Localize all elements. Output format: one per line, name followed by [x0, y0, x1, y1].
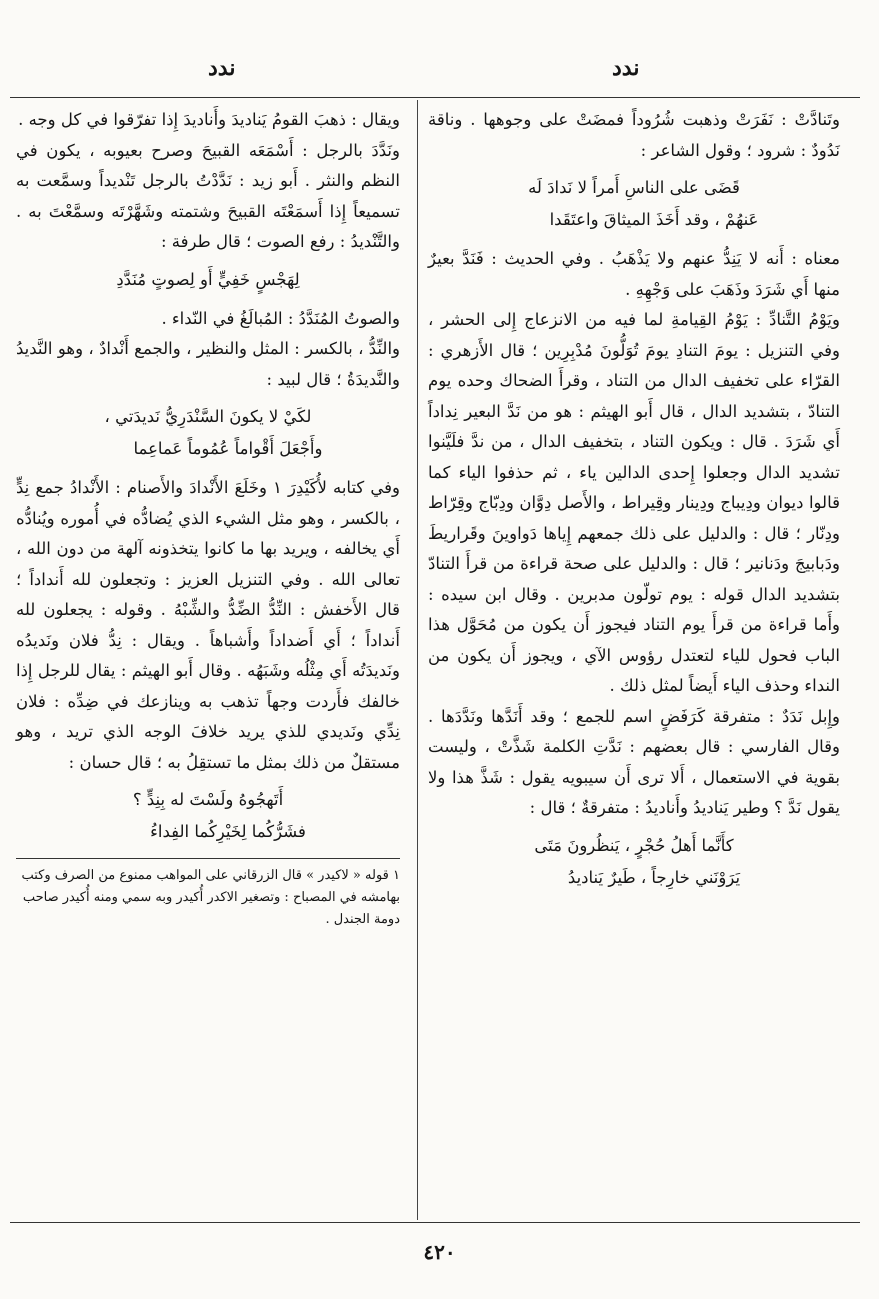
- paragraph: ويقال : ذهبَ القومُ يَناديدَ وأَناديدَ إِذا تفرّقوا في كل وجه .: [18, 110, 400, 129]
- paragraph: وإِبل نَدَدٌ : متفرقة كَرَفَضٍ اسم للجمع ؛ وقد أَنَدَّها ونَدَّدَها . وقال الفارسي : قال بعضهم : نَدَّتِ الكلمة شَذَّتْ ، وليست بقوية في الاستعمال ، أَلا ترى أَن سيبويه يقول : شَذَّ هذا ولا يقول نَدَّ ؟ وطير يَناديدُ وأَناديدُ : متفرقةٌ ؛ قال :: [428, 706, 840, 817]
- verse: [16, 264, 400, 296]
- verse-line: قَضَى على الناسِ أَمراً لا نَدادَ لَه: [528, 178, 740, 197]
- right-column: [428, 105, 840, 902]
- verse-line: فشَرُّكُما لِخَيْرِكُما الفِداءُ: [150, 822, 306, 841]
- paragraph: والنِّدُّ ، بالكسر : المثل والنظير ، والجمع أَنْدادٌ ، وهو النَّديدُ والنَّديدَةُ ؛ قال لبيد :: [16, 339, 400, 389]
- paragraph: ونَدَّدَ بالرجل : أَسْمَعَه القبيحَ وصرح بعيوبه ، يكون في النظم والنثر . أَبو زيد : نَدَّدْتُ بالرجل تَنْديداً وسمَّعت به تسميعاً إِذا أَسمَعْتَه القبيحَ وشتمته وشَهَّرْتَه وسمَّعْتَ به . والتَّنْديدُ : رفع الصوت ؛ قال طرفة :: [16, 140, 400, 251]
- paragraph: وفي كتابه لأُكَيْدِرَ ١ وخَلَعَ الأَنْدادَ والأَصنام : الأَنْدادُ جمع نِدٍّ ، بالكسر ، وهو مثل الشيء الذي يُضادُّه في أُموره ويُنادُّه أَي يخالفه ، ويريد بها ما كانوا يتخذونه آلهة من دون الله ، تعالى الله . وفي التنزيل العزيز : وتجعلون لله أَنداداً ؛ قال الأَخفش : النِّدُّ الضِّدُّ والشِّبْهُ . وقوله : يجعلون لله أَنداداً ؛ أَي أَضداداً وأَشباهاً . ويقال : نِدُّ فلان ونَديدُه ونَديدَتُه أَي مِثْلُه وشَبَهُه . وقال أَبو الهيثم : يقال للرجل إِذا خالفك فأَردت وجهاً تذهب به وينازعك في ضِدِّه : فلان نِدِّي ونَديدي للذي يريد خلافَ الوجه الذي تريد ، وهو مستقلٌ من ذلك بمثل ما تستقِلُ به ؛ قال حسان :: [16, 478, 400, 772]
- verse-line: لكَيْ لا يكونَ السَّنْدَرِيُّ نَديدَتي ،: [104, 407, 312, 426]
- running-head-left: ندد: [208, 55, 236, 81]
- page-number: ٤٢٠: [423, 1240, 456, 1264]
- paragraph: ويَوْمُ التَّنادِّ : يَوْمُ القِيامةِ لما فيه من الانزعاج إِلى الحشر ، وفي التنزيل : يومَ التنادِ يومَ تُوَلُّونَ مُدْبِرِين ؛ قال الأَزهري : القرّاء على تخفيف الدال من التناد ، وقرأَ الضحاك وحده يوم التنادّ ، بتشديد الدال ، قال أَبو الهيثم : هو من نَدَّ البعير نِداداً أَي شَرَدَ . قال : ويكون التناد ، بتخفيف الدال ، من ندَّ فلَيَّنوا تشديد الدال وجعلوا إِحدى الدالين ياء ، ثم حذفوا الياء كما قالوا ديوان ودِيباج ودِينار وقِيراط ، والأَصل دِوَّان ودِبّاج وقِرّاط ودِنّار ؛ قال : والدليل على ذلك جمعهم إِياها دَواوينَ وقَراريطَ ودَبابيجَ ودَنانير ؛ قال : والدليل على صحة قراءة من قرأَ التنادّ بتشديد الدال قوله : يوم تولّون مدبرين . وقال ابن سيده : وأَما قراءة من قرأَ يوم التناد فيجوز أَن يكون من مُحَوَّل هذا الباب فحول للياء لتعتدل رؤوس الآي ، ويجوز أَن يكون من النداء وحذف الياء أَيضاً لمثل ذلك .: [428, 310, 840, 695]
- verse: [428, 830, 840, 894]
- verse: [16, 401, 400, 465]
- left-column: [16, 105, 400, 931]
- verse-line: لِهَجْسٍ خَفِيٍّ أَو لِصوتٍ مُنَدَّدِ: [116, 269, 300, 289]
- footnote: ١ قوله « لاكيدر » قال الزرقاني على المواهب ممنوع من الصرف وكتب بهامشه في المصباح : وتصغير الاكدر أُكيدر وبه سمي ومنه أُكيدر صاحب دومة الجندل .: [21, 868, 400, 927]
- header-rule: [10, 97, 860, 98]
- footnote-rule: [16, 858, 400, 859]
- running-head-right: ندد: [612, 55, 640, 81]
- column-divider: [417, 100, 418, 1220]
- verse: [428, 172, 840, 236]
- footer-rule: [10, 1222, 860, 1223]
- verse-line: وأَجْعَلَ أَقْواماً عُمُوماً عَماعِما: [133, 439, 323, 458]
- paragraph: معناه : أَنه لا يَنِدُّ عنهم ولا يَذْهَبُ . وفي الحديث : فَنَدَّ بعيرٌ منها أَي شَرَدَ وذَهَبَ على وَجْهِهِ .: [428, 249, 840, 299]
- paragraph: وتَنادَّتْ : نَفَرَتْ وذهبت شُرُوداً فمضَتْ على وجوهها . وناقة نَدُودٌ : شرود ؛ وقول الشاعر :: [428, 110, 840, 160]
- paragraph: والصوتُ المُنَدَّدُ : المُبالَغُ في النّداء .: [161, 308, 400, 328]
- verse-line: أَتَهجُوهُ ولَسْتَ له بِنِدٍّ ؟: [132, 790, 284, 809]
- verse-line: عَنهُمْ ، وقد أَخَذَ الميثاقَ واعتَقَدا: [549, 210, 759, 229]
- verse-line: يَرَوْنَني خارِجاً ، طَيرٌ يَناديدُ: [567, 867, 741, 887]
- verse: [16, 784, 400, 848]
- verse-line: كأَنَّما أَهلُ حُجْرٍ ، يَنظُرونَ مَتَى: [534, 835, 734, 855]
